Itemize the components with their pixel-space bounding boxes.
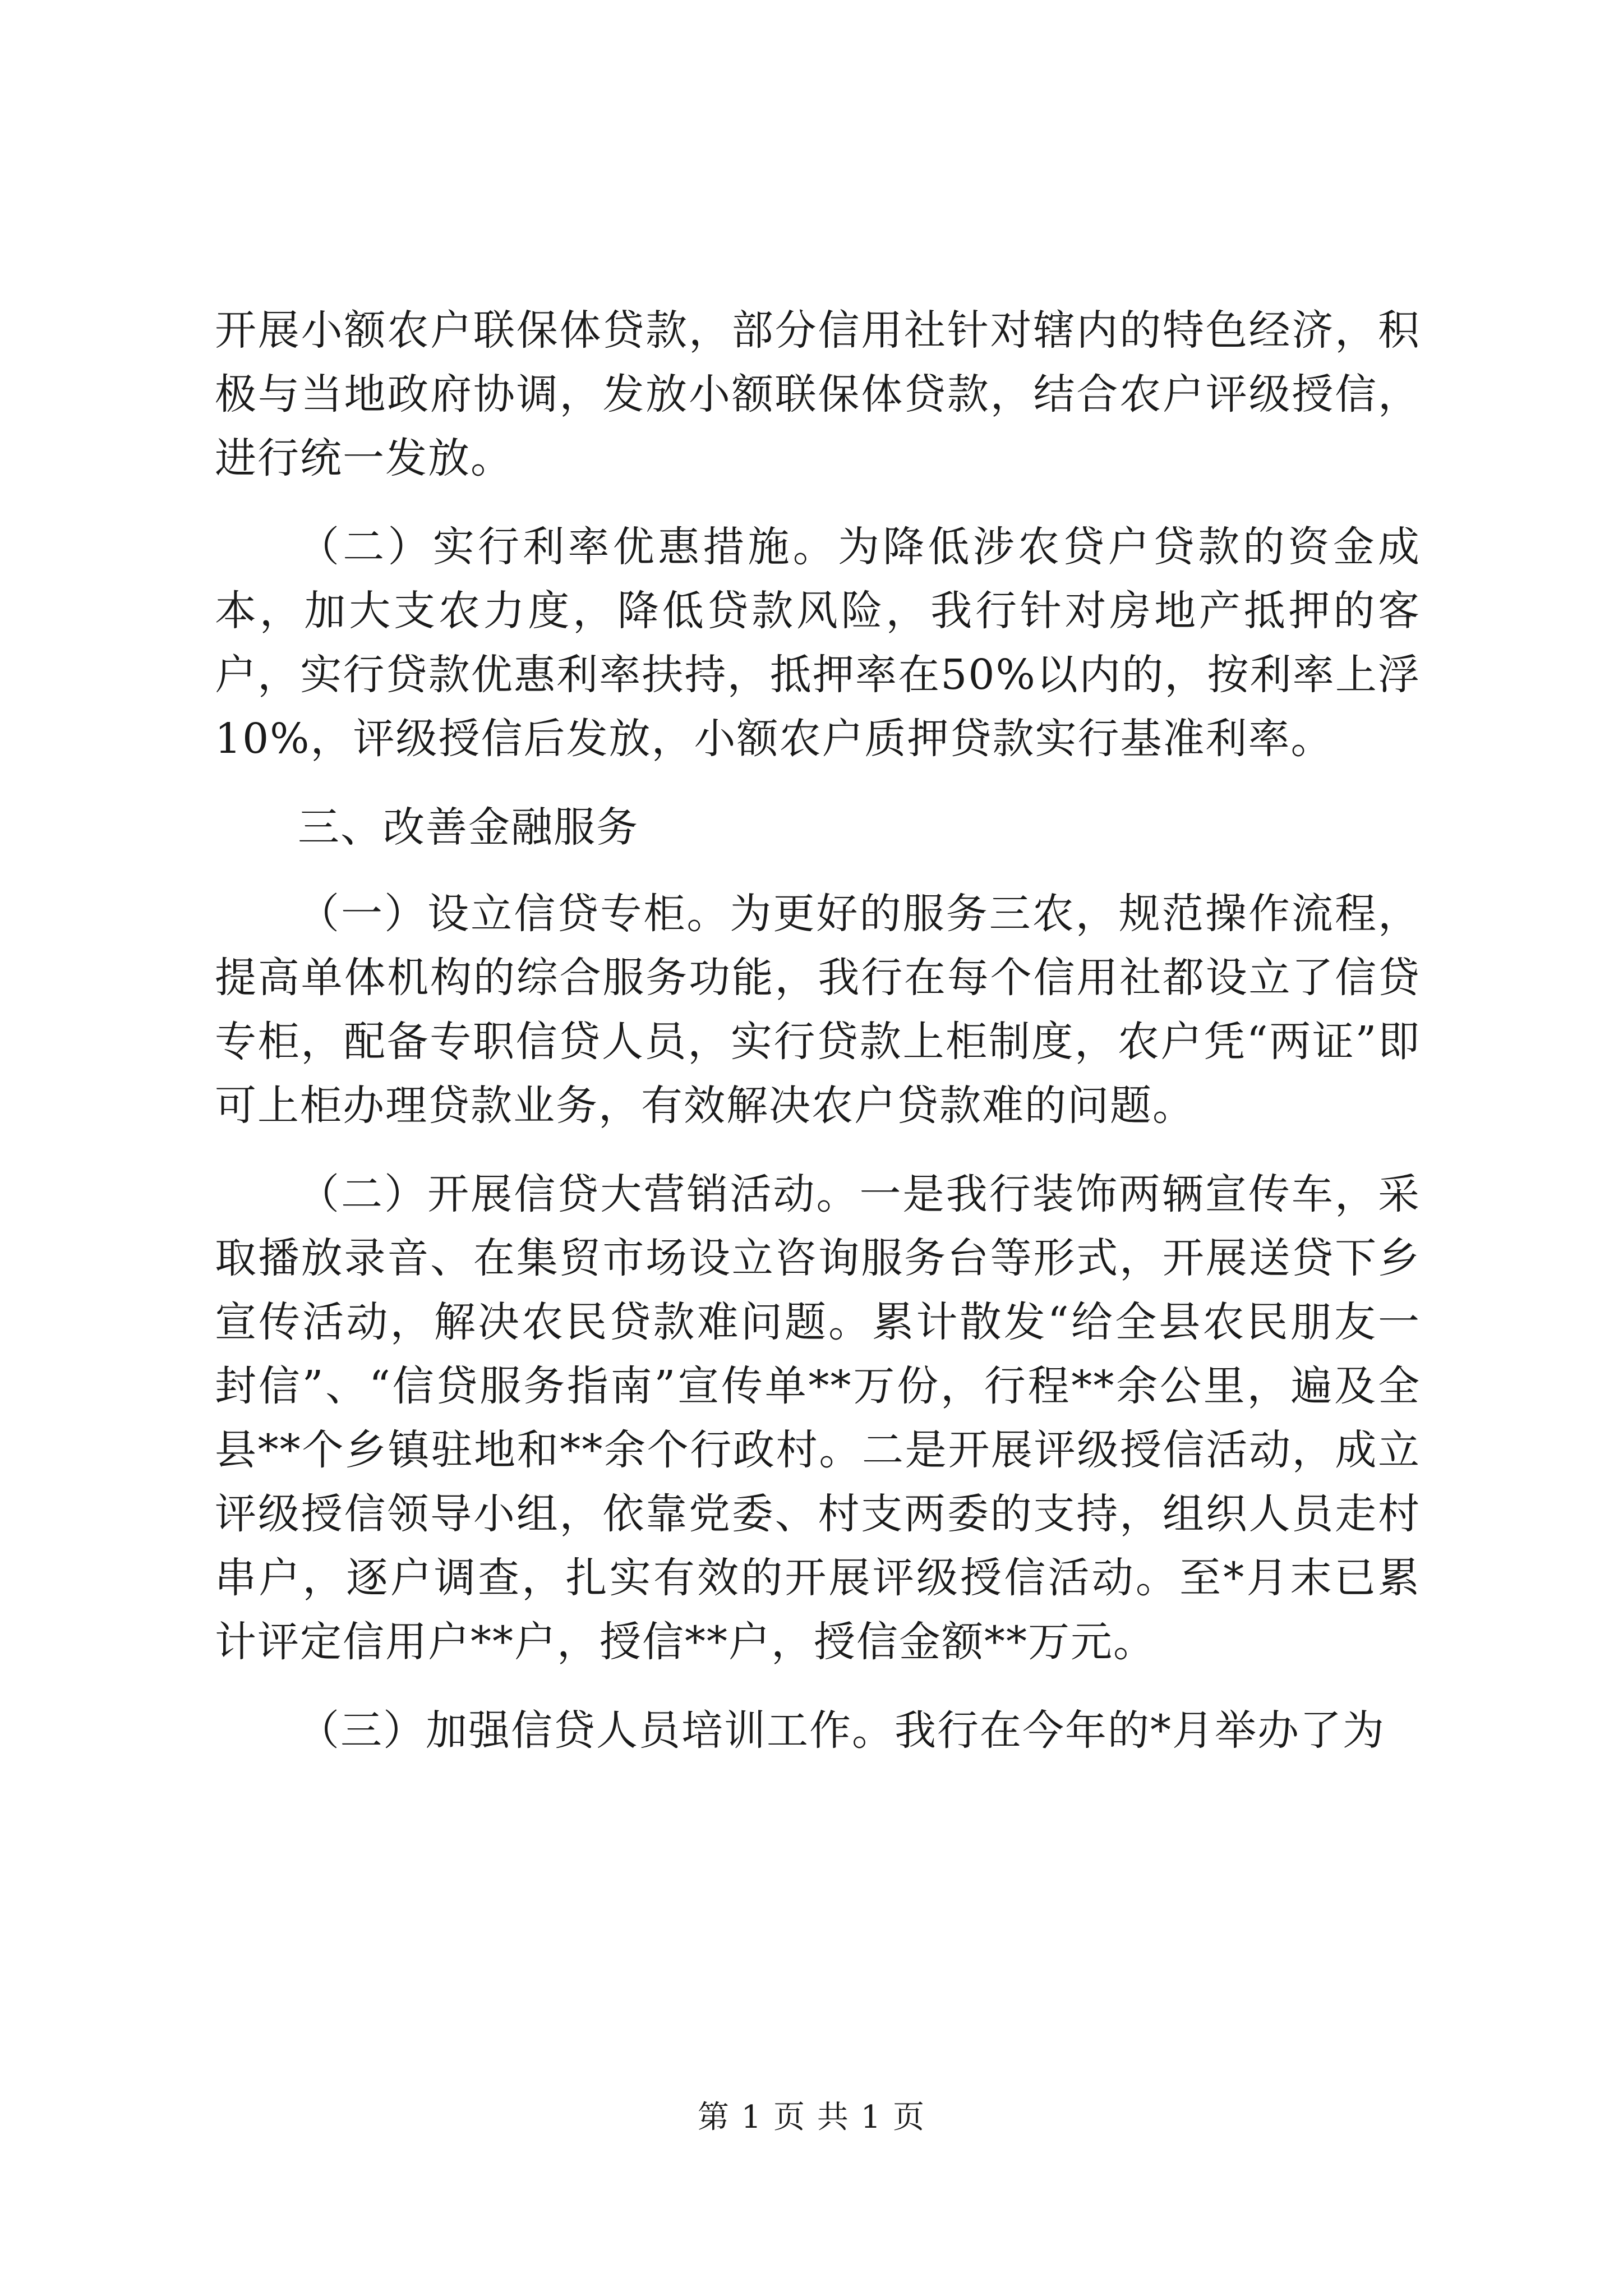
paragraph-interest-rate: （二）实行利率优惠措施。为降低涉农贷户贷款的资金成本，加大支农力度，降低贷款风险，我行针对房地产抵押的客户，实行贷款优惠利率扶持，抵押率在50%以内的，按利率上浮10%，评级授信后发放，小额农户质押贷款实行基准利率。 bbox=[215, 523, 1421, 763]
page-footer: 第 1 页 共 1 页 bbox=[697, 2099, 926, 2136]
paragraph-credit-marketing: （二）开展信贷大营销活动。一是我行装饰两辆宣传车，采取播放录音、在集贸市场设立咨询服务台等形式，开展送贷下乡宣传活动，解决农民贷款难问题。累计散发“给全县农民朋友一封信”、“信贷服务指南”宣传单**万份，行程**余公里，遍及全县**个乡镇驻地和**余个行政村。二是开展评级授信活动，成立评级授信领导小组，依靠党委、村支两委的支持，组织人员走村串户，逐户调查，扎实有效的开展评级授信活动。至*月末已累计评定信用户**户，授信**户，授信金额**万元。 bbox=[215, 1170, 1421, 1666]
document-body bbox=[215, 298, 1421, 1787]
paragraph-continuation: 开展小额农户联保体贷款，部分信用社针对辖内的特色经济，积极与当地政府协调，发放小额联保体贷款，结合农户评级授信，进行统一发放。 bbox=[215, 306, 1421, 482]
paragraph-staff-training: （三）加强信贷人员培训工作。我行在今年的*月举办了为 bbox=[298, 1706, 1385, 1755]
section-heading-improve-service: 三、改善金融服务 bbox=[298, 803, 639, 852]
paragraph-credit-counter: （一）设立信贷专柜。为更好的服务三农，规范操作流程，提高单体机构的综合服务功能，我行在每个信用社都设立了信贷专柜，配备专职信贷人员，实行贷款上柜制度，农户凭“两证”即可上柜办理贷款业务，有效解决农户贷款难的问题。 bbox=[215, 890, 1421, 1130]
